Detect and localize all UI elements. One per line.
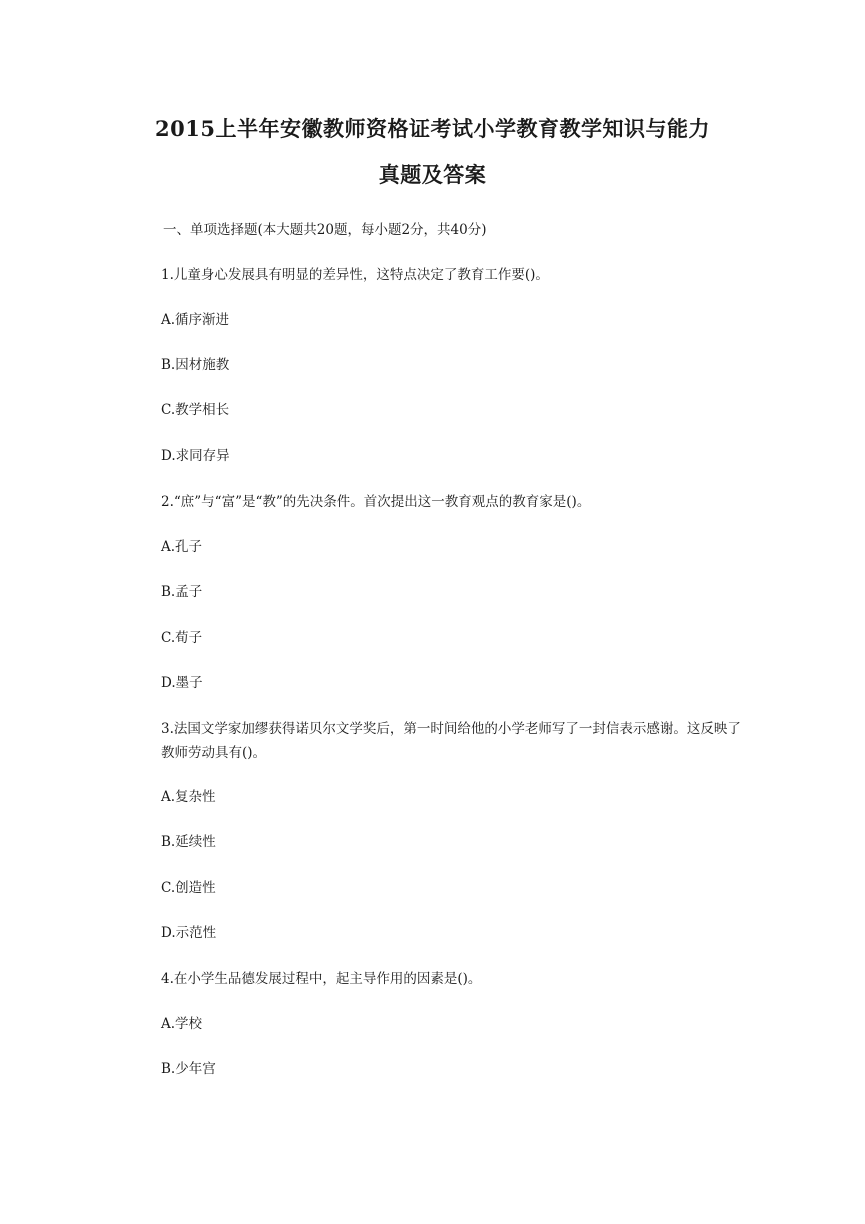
question-3-option-c: C.创造性 [161,880,216,896]
document-title-line-2: 真题及答案 [378,162,487,187]
question-1-option-a: A.循序渐进 [161,312,230,328]
question-1-option-b: B.因材施教 [161,357,230,373]
question-1-option-d: D.求同存异 [161,448,230,464]
question-3-text: 3.法国文学家加缪获得诺贝尔文学奖后，第一时间给他的小学老师写了一封信表示感谢。这反映了教师劳动具有()。 [161,721,741,761]
question-3-option-d: D.示范性 [161,925,217,941]
question-3-option-b: B.延续性 [161,834,216,850]
question-2-option-d: D.墨子 [161,675,203,691]
question-2-option-b: B.孟子 [161,584,203,600]
question-1-text: 1.儿童身心发展具有明显的差异性，这特点决定了教育工作要()。 [161,267,549,283]
section-heading: 一、单项选择题(本大题共20题，每小题2分，共40分) [163,222,487,238]
question-1-option-c: C.教学相长 [161,402,230,418]
question-2-option-c: C.荀子 [161,630,203,646]
question-4-option-a: A.学校 [161,1016,203,1032]
document-title-line-1: 2015上半年安徽教师资格证考试小学教育教学知识与能力 [155,116,710,141]
question-3-option-a: A.复杂性 [161,789,216,805]
question-4-text: 4.在小学生品德发展过程中，起主导作用的因素是()。 [161,971,482,987]
question-4-option-b: B.少年宫 [161,1061,216,1077]
question-2-option-a: A.孔子 [161,539,203,555]
question-2-text: 2.“庶”与“富”是“教”的先决条件。首次提出这一教育观点的教育家是()。 [161,494,591,510]
